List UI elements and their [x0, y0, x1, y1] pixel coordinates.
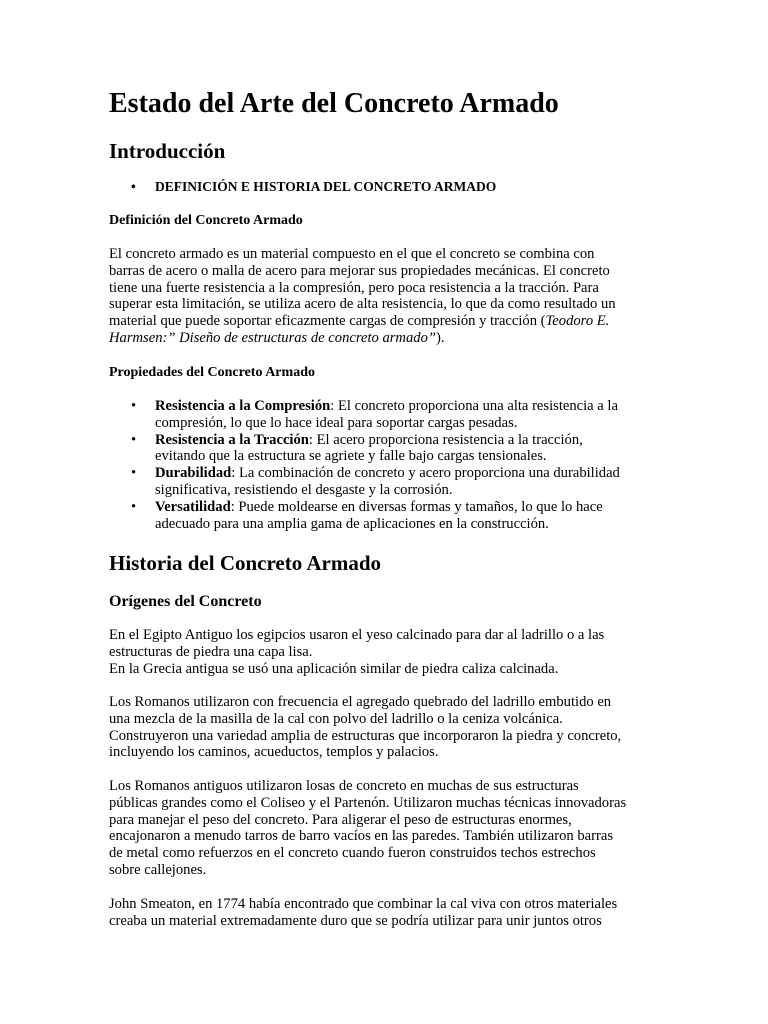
intro-heading: Introducción	[109, 139, 226, 163]
definition-heading: Definición del Concreto Armado	[109, 213, 303, 228]
citation-title: Harmsen:” Diseño de estructuras de concreto armado”	[109, 329, 436, 346]
definition-line: El concreto armado es un material compuesto en el que el concreto se combina con	[109, 246, 595, 262]
definition-line: barras de acero o malla de acero para mejorar sus propiedades mecánicas. El concreto	[109, 262, 610, 279]
property-line: evitando que la estructura se agriete y falle bajo cargas tensionales.	[155, 448, 547, 465]
definition-line: tiene una fuerte resistencia a la compresión, pero poca resistencia a la tracción. Para	[109, 279, 599, 296]
history-line: sobre callejones.	[109, 861, 207, 878]
history-line: para manejar el peso del concreto. Para aligerar el peso de estructuras enormes,	[109, 811, 572, 828]
history-line: En el Egipto Antiguo los egipcios usaron el yeso calcinado para dar al ladrillo o a las	[109, 627, 605, 643]
history-line: de metal como refuerzos en el concreto cuando fueron construidos techos estrechos	[109, 845, 596, 862]
list-item	[109, 398, 669, 432]
bullet-icon: •	[131, 465, 137, 482]
history-line: John Smeaton, en 1774 había encontrado que combinar la cal viva con otros materiales	[109, 896, 618, 912]
history-paragraph	[109, 778, 669, 879]
history-line: En la Grecia antigua se usó una aplicación similar de piedra caliza calcinada.	[109, 660, 559, 677]
property-line	[155, 432, 669, 449]
history-line: públicas grandes como el Coliseo y el Partenón. Utilizaron muchas técnicas innovadoras	[109, 794, 627, 811]
property-line: significativa, resistiendo el desgaste y la corrosión.	[155, 481, 453, 498]
history-line: Los Romanos utilizaron con frecuencia el agregado quebrado del ladrillo embutido en	[109, 694, 612, 710]
property-term: Resistencia a la Tracción	[155, 431, 309, 448]
bullet-icon: •	[131, 398, 137, 414]
property-line	[155, 465, 669, 482]
history-line: creaba un material extremadamente duro que se podría utilizar para unir juntos otros	[109, 912, 602, 929]
history-line: Construyeron una variedad amplia de estructuras que incorporaron la piedra y concreto,	[109, 727, 622, 744]
bullet-icon: •	[131, 179, 136, 194]
bullet-icon: •	[131, 498, 137, 515]
property-text: : Puede moldearse en diversas formas y tamaños, lo que lo hace	[230, 498, 603, 515]
history-paragraph	[109, 694, 669, 761]
history-line: una mezcla de la masilla de la cal con polvo del ladrillo o la ceniza volcánica.	[109, 710, 563, 727]
history-line: encajonaron a menudo tarros de barro vacíos en las paredes. También utilizaron barras	[109, 828, 614, 845]
bullet-icon: •	[131, 431, 137, 448]
list-item	[109, 465, 669, 499]
intro-bullet-item	[109, 178, 496, 196]
history-paragraph	[109, 896, 669, 930]
history-line: Los Romanos antiguos utilizaron losas de concreto en muchas de sus estructuras	[109, 778, 579, 794]
definition-line5-text: material que puede soportar eficazmente cargas de compresión y tracción (	[109, 313, 546, 330]
property-text: : La combinación de concreto y acero proporciona una durabilidad	[231, 465, 620, 482]
history-line: incluyendo los caminos, acueductos, templos y palacios.	[109, 744, 439, 761]
property-text: : El concreto proporciona una alta resistencia a la	[330, 398, 618, 414]
intro-bullet-text: DEFINICIÓN E HISTORIA DEL CONCRETO ARMADO	[155, 179, 497, 194]
property-line: adecuado para una amplia gama de aplicaciones en la construcción.	[155, 515, 549, 532]
citation-close: ).	[435, 329, 445, 346]
history-heading: Historia del Concreto Armado	[109, 551, 381, 575]
list-item	[109, 432, 669, 466]
history-paragraph	[109, 627, 669, 677]
property-line: compresión, lo que lo hace ideal para soportar cargas pesadas.	[155, 414, 518, 431]
properties-heading: Propiedades del Concreto Armado	[109, 365, 315, 380]
definition-line	[109, 313, 669, 330]
property-term: Versatilidad	[155, 498, 231, 515]
list-item	[109, 499, 669, 533]
definition-paragraph	[109, 246, 669, 347]
property-term: Durabilidad	[155, 465, 232, 482]
property-text: : El acero proporciona resistencia a la tracción,	[308, 431, 583, 448]
history-line: estructuras de piedra una capa lisa.	[109, 643, 313, 660]
origins-heading: Orígenes del Concreto	[109, 593, 262, 610]
property-term: Resistencia a la Compresión	[155, 398, 331, 414]
citation-author: Teodoro E.	[545, 313, 610, 330]
definition-line	[109, 330, 669, 347]
property-line	[155, 398, 669, 415]
definition-line: superar esta limitación, se utiliza acero de alta resistencia, lo que da como resultado un	[109, 296, 616, 313]
properties-list	[109, 398, 669, 532]
property-line	[155, 499, 669, 516]
document-title: Estado del Arte del Concreto Armado	[109, 88, 559, 119]
